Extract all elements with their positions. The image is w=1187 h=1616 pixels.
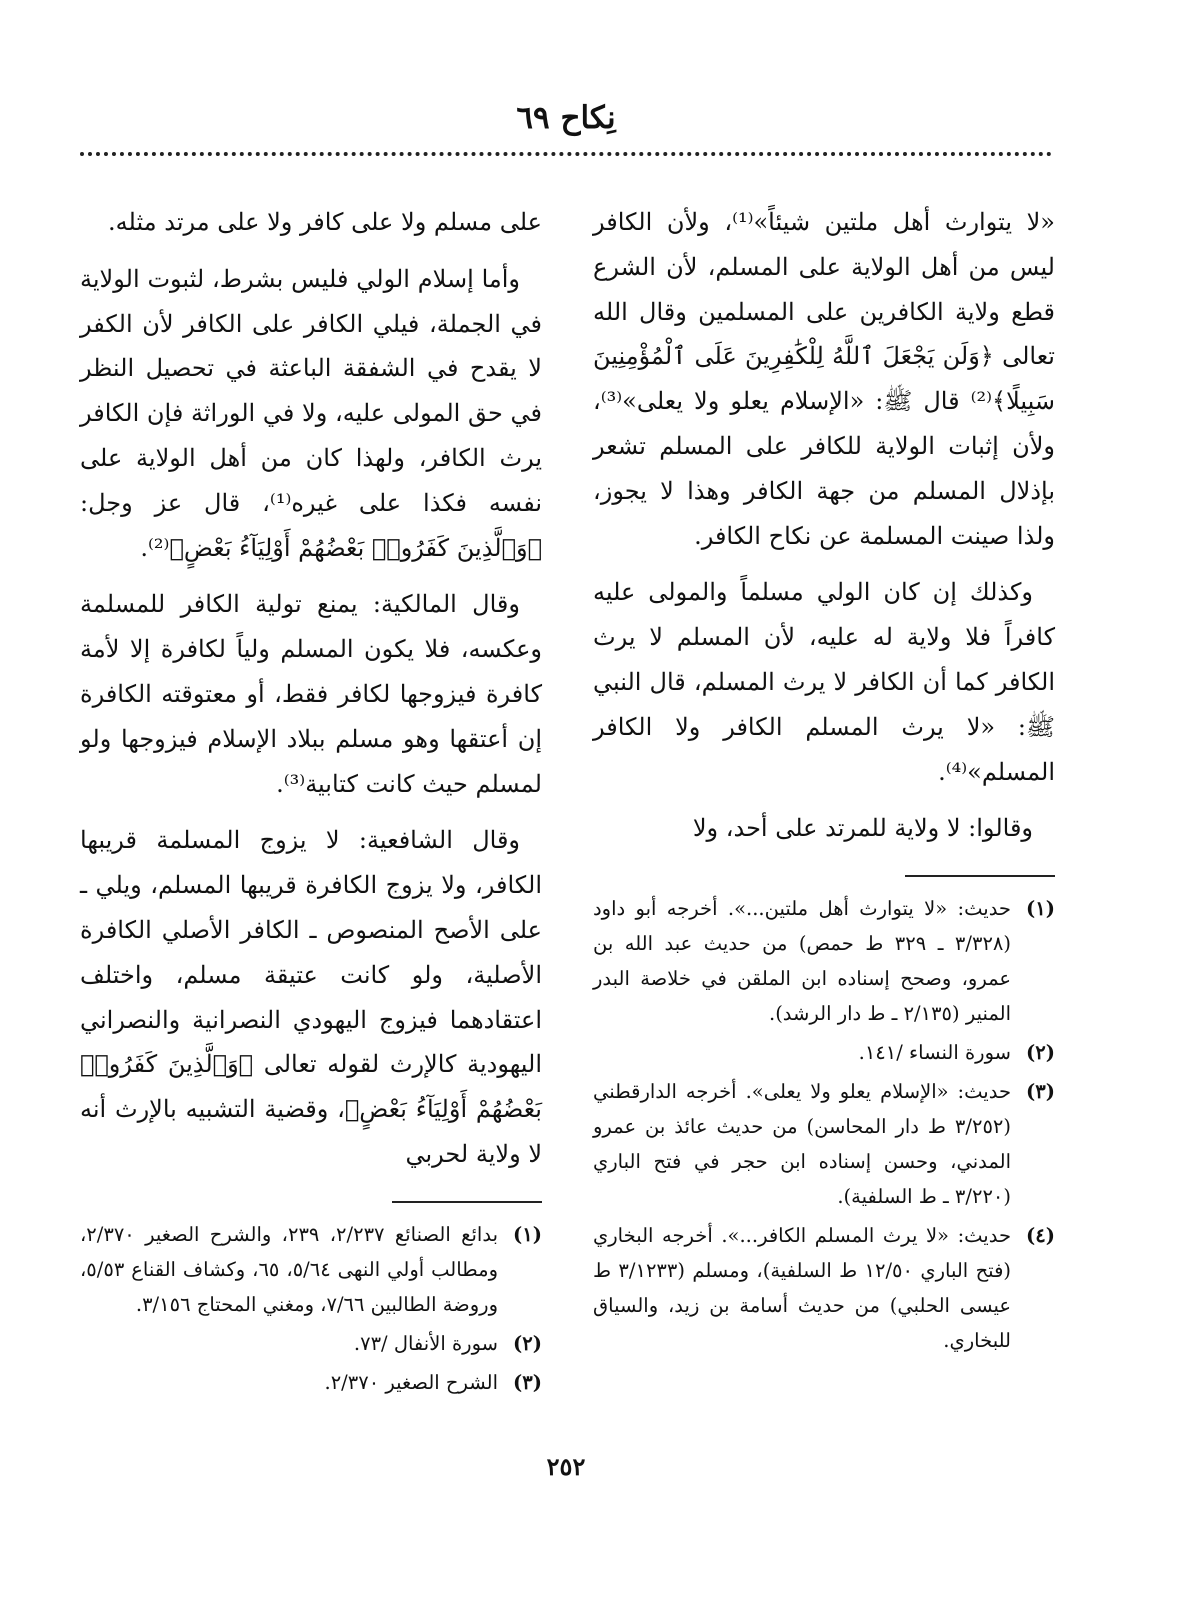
footnote — [80, 1326, 542, 1361]
left-column — [80, 200, 542, 1404]
footnote-text: بدائع الصنائع ٢/٢٣٧، ٢٣٩، والشرح الصغير ٢/٣٧٠، ومطالب أولي النهى ٥/٦٤، ٦٥، وكشاف القناع ٥/٥٣، وروضة الطالبين ٧/٦٦، ومغني المحتاج ٣/١٥٦. — [80, 1222, 499, 1316]
footnote — [80, 1217, 542, 1322]
footnotes — [80, 1217, 542, 1400]
header-divider — [80, 152, 1052, 156]
footnote-number: (١) — [513, 1222, 542, 1246]
footnote-number: (٢) — [1026, 1041, 1055, 1065]
footnote-text: حديث: «الإسلام يعلو ولا يعلى». أخرجه الدارقطني (٣/٢٥٢ ط دار المحاسن) من حديث عائذ بن عمرو المدني، وحسن إسناده ابن حجر في فتح الباري (٣/٢٢٠ ـ ط السلفية). — [593, 1080, 1011, 1209]
footnote-text: حديث: «لا يرث المسلم الكافر...». أخرجه البخاري (فتح الباري ١٢/٥٠ ط السلفية)، ومسلم (٣/١٢٣٣ ط عيسى الحلبي) من حديث أسامة بن زيد، والسياق للبخاري. — [593, 1224, 1011, 1353]
footnote — [80, 1365, 542, 1400]
footnote — [593, 891, 1055, 1031]
paragraph: وقال الشافعية: لا يزوج المسلمة قريبها الكافر، ولا يزوج الكافرة قريبها المسلم، ويلي ـ على الأصح المنصوص ـ الكافر الأصلي الكافرة الأصلية، ولو كانت عتيقة مسلم، واختلف اعتقادهما فيزوج اليهودي النصرانية والنصراني اليهودية كالإرث لقوله تعالى ﴿وَٱلَّذِينَ كَفَرُوا۟ بَعْضُهُمْ أَوْلِيَآءُ بَعْضٍ﴾، وقضية التشبيه بالإرث أنه لا ولاية لحربي — [80, 826, 542, 1168]
footnote-number: (١) — [1026, 897, 1055, 921]
page-number: ٢٥٢ — [546, 1452, 586, 1481]
paragraph: وقالوا: لا ولاية للمرتد على أحد، ولا — [692, 814, 1033, 843]
paragraph: على مسلم ولا على كافر ولا على مرتد مثله. — [108, 208, 542, 236]
footnotes — [593, 891, 1055, 1358]
footnote-text: الشرح الصغير ٢/٣٧٠. — [324, 1370, 498, 1394]
footnote-text: حديث: «لا يتوارث أهل ملتين...». أخرجه أبو داود (٣/٣٢٨ ـ ٣٢٩ ط حمص) من حديث عبد الله بن عمرو، وصحح إسناده ابن الملقن في خلاصة البدر المنير (٢/١٣٥ ـ ط دار الرشد). — [593, 897, 1011, 1026]
footnote-divider — [392, 1201, 542, 1203]
footnote-number: (٣) — [1026, 1080, 1055, 1104]
footnote — [593, 1218, 1055, 1358]
paragraph: وأما إسلام الولي فليس بشرط، لثبوت الولاية في الجملة، فيلي الكافر على الكافر لأن الكفر لا يقدح في الشفقة الباعثة في تحصيل النظر في حق المولى عليه، ولا في الوراثة فإن الكافر يرث الكافر، ولهذا كان من أهل الولاية على نفسه فكذا على غيره⁽¹⁾، قال عز وجل: ﴿وَٱلَّذِينَ كَفَرُوا۟ بَعْضُهُمْ أَوْلِيَآءُ بَعْضٍ﴾⁽²⁾. — [80, 264, 543, 562]
footnote-text: سورة النساء /١٤١. — [858, 1041, 1011, 1065]
footnote — [593, 1074, 1055, 1214]
page-title: نِكاح ٦٩ — [516, 100, 616, 136]
paragraph: وكذلك إن كان الولي مسلماً والمولى عليه كافراً فلا ولاية له عليه، لأن المسلم لا يرث الكافر كما أن الكافر لا يرث المسلم، قال النبي ﷺ: «لا يرث المسلم الكافر ولا الكافر المسلم»⁽⁴⁾. — [593, 578, 1055, 786]
paragraph: «لا يتوارث أهل ملتين شيئاً»⁽¹⁾، ولأن الكافر ليس من أهل الولاية على المسلم، لأن الشرع قطع ولاية الكافرين على المسلمين وقال الله تعالى ﴿وَلَن يَجْعَلَ ٱللَّهُ لِلْكَٰفِرِينَ عَلَى ٱلْمُؤْمِنِينَ سَبِيلًا﴾⁽²⁾ قال ﷺ: «الإسلام يعلو ولا يعلى»⁽³⁾، ولأن إثبات الولاية للكافر على المسلم تشعر بإذلال المسلم من جهة الكافر وهذا لا يجوز، ولذا صينت المسلمة عن نكاح الكافر. — [593, 208, 1055, 550]
footnote-text: سورة الأنفال /٧٣. — [353, 1331, 498, 1355]
footnote-number: (٤) — [1026, 1224, 1055, 1248]
paragraph: وقال المالكية: يمنع تولية الكافر للمسلمة وعكسه، فلا يكون المسلم ولياً لكافرة إلا لأمة كافرة فيزوجها لكافر فقط، أو معتوقته الكافرة إن أعتقها وهو مسلم ببلاد الإسلام فيزوجها ولو لمسلم حيث كانت كتابية⁽³⁾. — [80, 590, 542, 798]
footnote-divider — [905, 875, 1055, 877]
footnote — [593, 1035, 1055, 1070]
right-column — [593, 200, 1055, 1362]
footnote-number: (٣) — [513, 1370, 542, 1394]
footnote-number: (٢) — [513, 1331, 542, 1355]
